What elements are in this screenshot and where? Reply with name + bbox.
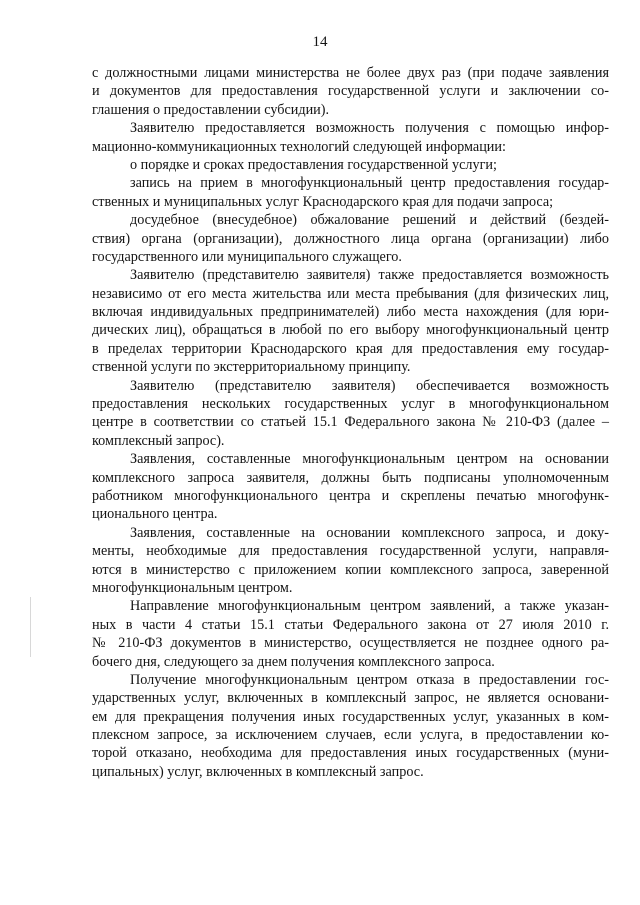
text-line: Направление многофункциональным центром заявлений, а также указан- (130, 598, 609, 615)
text-line: ных в части 4 статьи 15.1 статьи Федерального закона от 27 июля 2010 г. (92, 616, 609, 633)
text-line: комплексный запрос). (92, 432, 225, 449)
text-line: № 210-ФЗ документов в министерство, осуществляется не позднее одного ра- (92, 635, 609, 652)
text-line: Заявителю (представителю заявителя) обеспечивается возможность (130, 377, 609, 394)
text-line: ем для прекращения получения иных государственных услуг, указанных в ком- (92, 708, 609, 725)
text-line: дических лиц), обращаться в любой по его выбору многофункциональный центр (92, 322, 609, 339)
text-line: государственного или муниципального служащего. (92, 248, 402, 265)
text-line: мационно-коммуникационных технологий следующей информации: (92, 138, 506, 155)
text-line: Заявления, составленные многофункциональным центром на основании (130, 451, 609, 468)
text-line: комплексного запроса заявителя, должны быть подписаны уполномоченным (92, 469, 609, 486)
text-line: Заявителю предоставляется возможность получения с помощью инфор- (130, 120, 609, 137)
text-line: с должностными лицами министерства не более двух раз (при подаче заявления (92, 65, 609, 81)
text-line: работником многофункционального центра и скреплены печатью многофунк- (92, 487, 609, 504)
text-line: Заявителю (представителю заявителя) также предоставляется возможность (130, 267, 609, 284)
text-line: торой отказано, необходима для предоставления иных государственных (муни- (92, 745, 609, 762)
text-line: многофункциональным центром. (92, 579, 293, 596)
text-line: ются в министерство с приложением копии комплексного запроса, заверенной (92, 561, 609, 578)
text-line: Получение многофункциональным центром отказа в предоставлении гос- (130, 671, 609, 688)
margin-mark (30, 597, 31, 657)
text-line: ципальных) услуг, включенных в комплексный запрос. (92, 763, 424, 780)
text-line: менты, необходимые для предоставления государственной услуги, направля- (92, 543, 609, 560)
text-line: в пределах территории Краснодарского края для предоставления ему государ- (92, 340, 609, 357)
document-body (92, 64, 609, 781)
page-number: 14 (312, 34, 328, 50)
text-line: ударственных услуг, включенных в комплексный запрос, не является основани- (92, 690, 609, 707)
text-line: ционального центра. (92, 506, 218, 523)
text-line: ствия) органа (организации), должностного лица органа (организации) либо (92, 230, 609, 247)
text-line: центре в соответствии со статьей 15.1 Федерального закона № 210-ФЗ (далее – (92, 414, 609, 431)
text-line: ственной услуги по экстерриториальному принципу. (92, 359, 411, 376)
text-line: плексном запросе, за исключением случаев, если услуга, в предоставлении ко- (92, 727, 609, 744)
text-line: Заявления, составленные на основании комплексного запроса, и доку- (130, 524, 609, 541)
text-line: и документов для предоставления государственной услуги и заключении со- (92, 83, 609, 100)
text-line: предоставления нескольких государственных услуг в многофункциональном (92, 396, 609, 413)
text-line: запись на прием в многофункциональный центр предоставления государ- (130, 175, 609, 192)
text-line: досудебное (внесудебное) обжалование решений и действий (бездей- (130, 212, 609, 229)
text-line: бочего дня, следующего за днем получения комплексного запроса. (92, 653, 495, 670)
text-line: глашения о предоставлении субсидии). (92, 101, 330, 118)
text-line: независимо от его места жительства или места пребывания (для физических лиц, (92, 285, 609, 302)
text-line: ственных и муниципальных услуг Краснодарского края для подачи запроса; (92, 193, 554, 210)
text-line: о порядке и сроках предоставления государственной услуги; (130, 156, 497, 173)
text-line: включая индивидуальных предпринимателей) либо места нахождения (для юри- (92, 304, 609, 321)
